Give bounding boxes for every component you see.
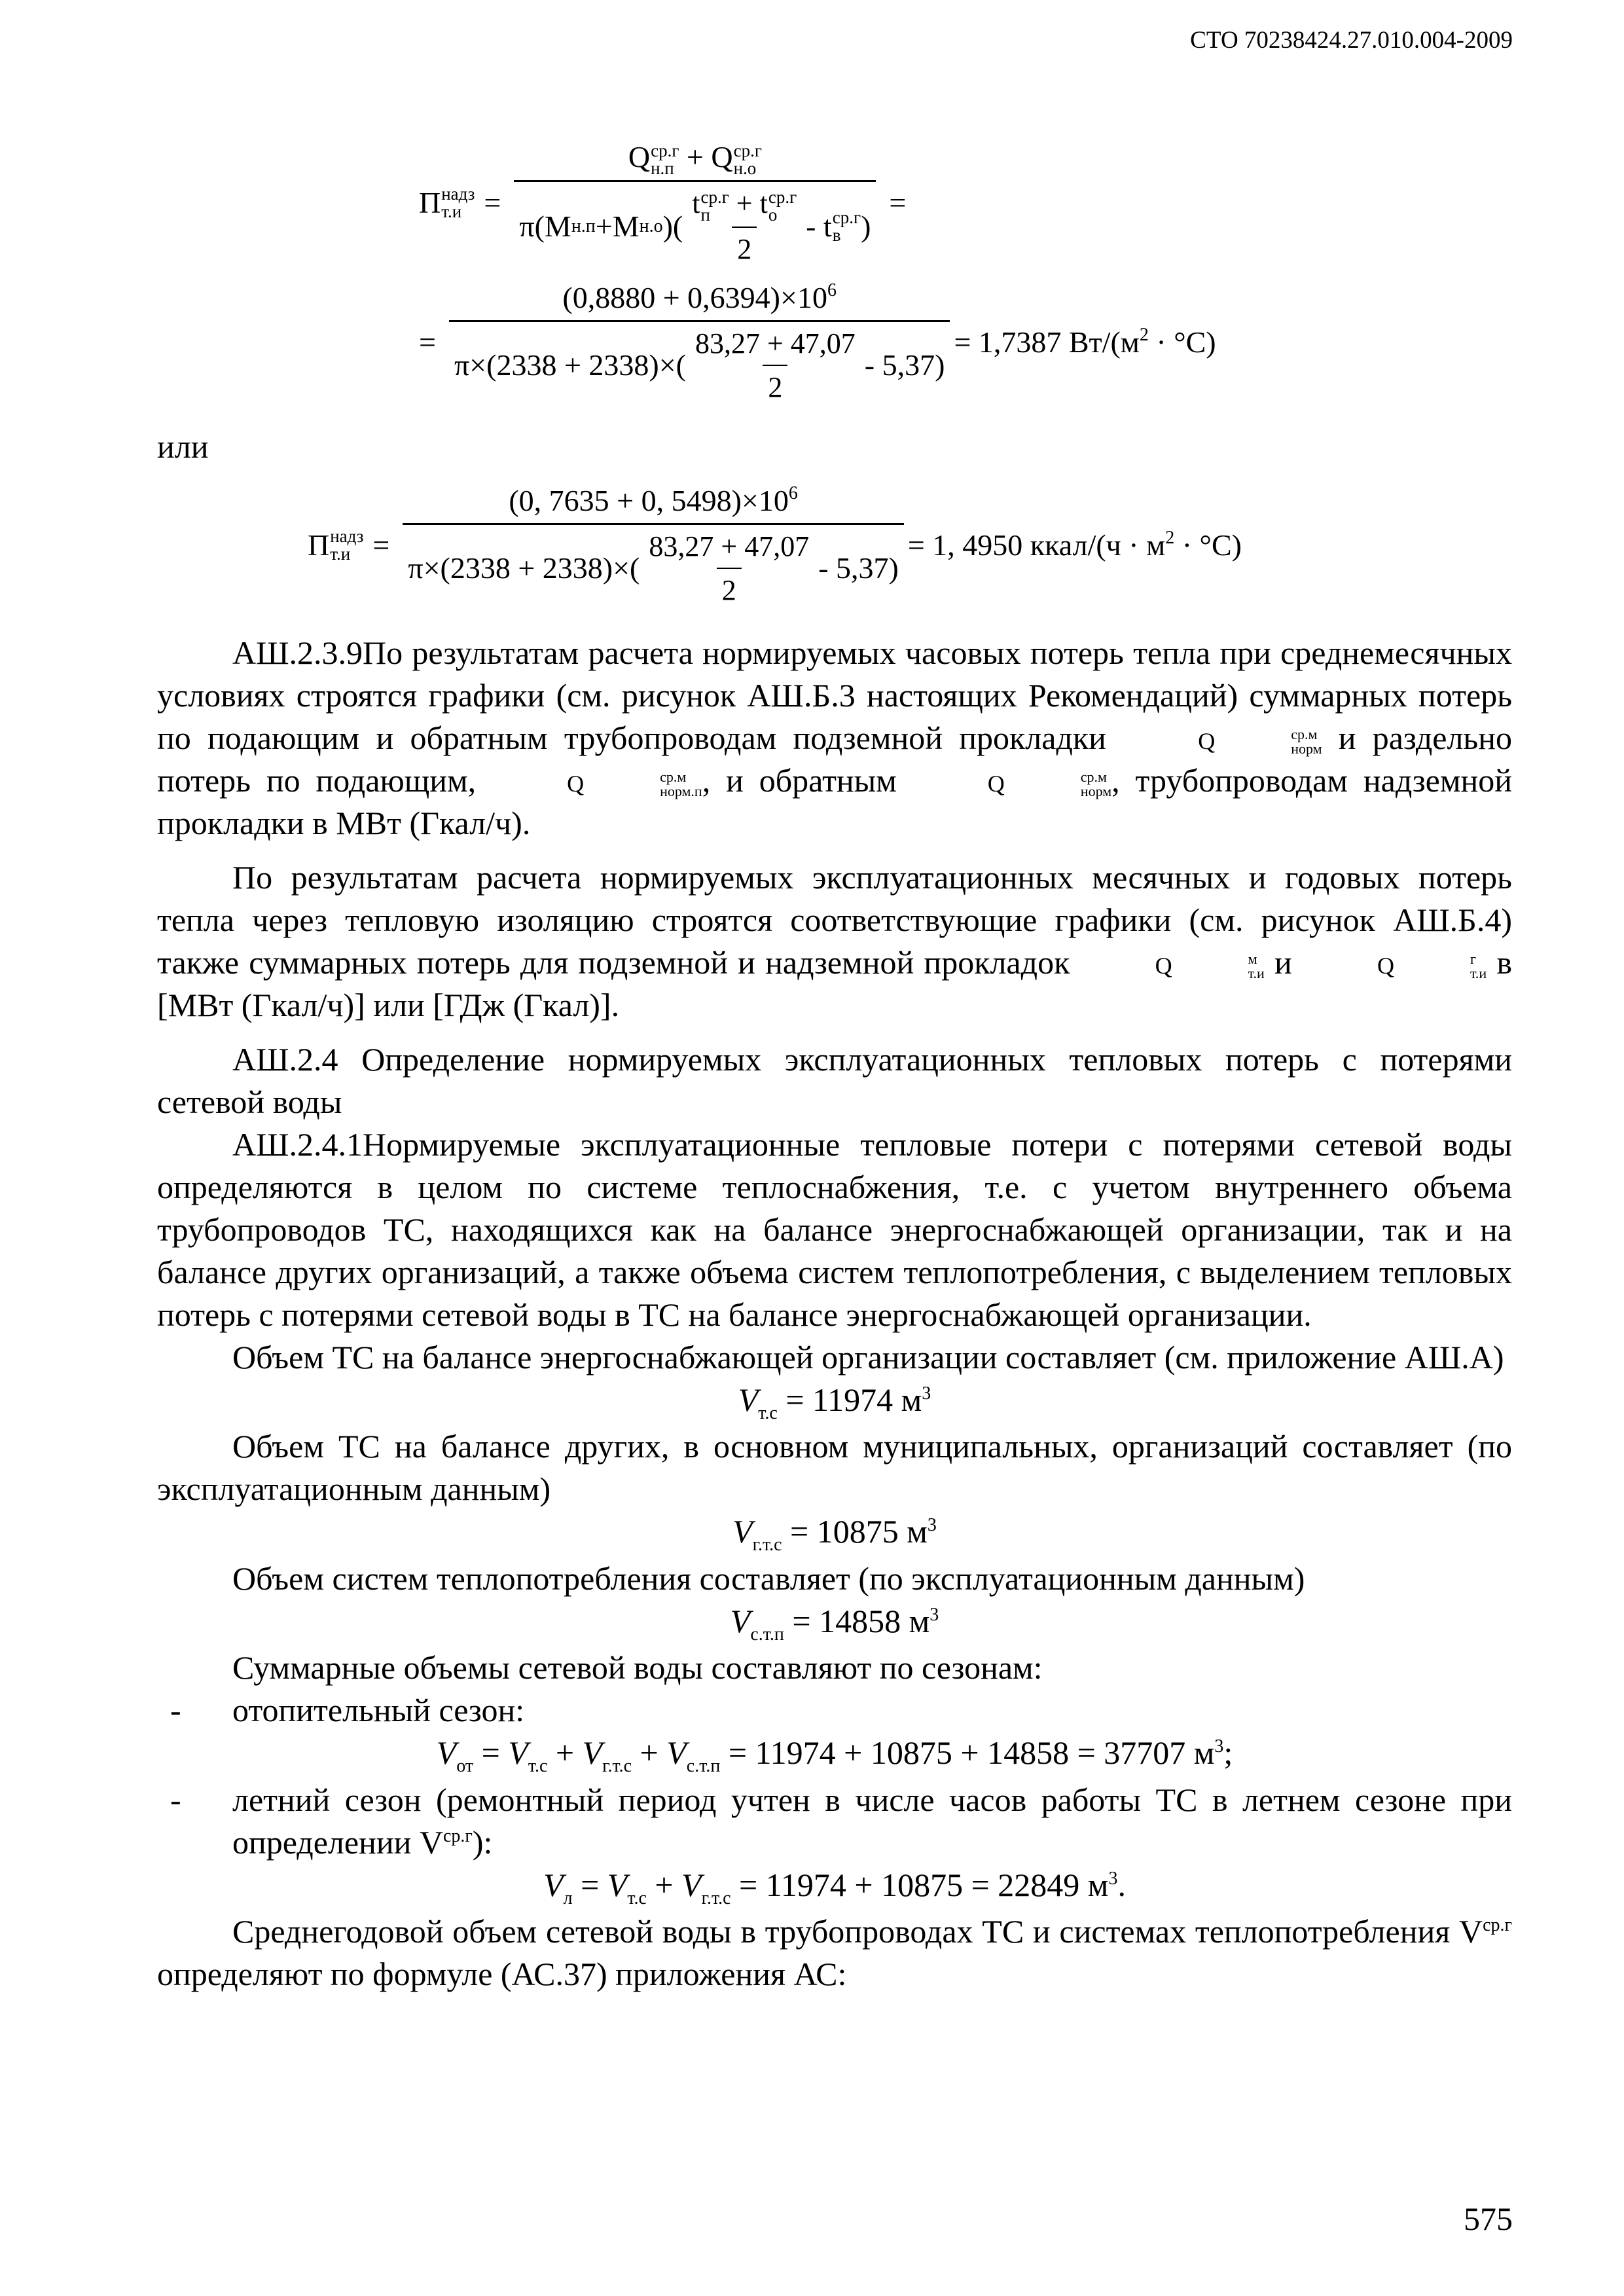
formula-line-2: = $(0,8880 + 0,6394)\times 10^6$ π×(2338 + 2338)×( $\frac{83,27 + 47,07}{2}$ - 5,37) = 1,7387 $Вт/(м^2 \cdot ^\circ С)$	[419, 278, 1216, 406]
paragraph-average-volume: Среднегодовой объем сетевой воды в трубопроводах ТС и системах теплопотребления $V^{ср.г}$ определяют по формуле (АС.37) приложения АС:	[157, 1912, 1512, 1992]
formula-line-1: П надз т.и = Q ср.г н.п + Q ср.г н.о π(M н.п +M н.о )( t ср.г п + t ср.г о 2 - t ср.г в ) =	[419, 137, 915, 268]
formula-heat-loss-kcal: П надз т.и = (0, 7635 + 0, $5498)\times 10^6$ π×(2338 + 2338)×( $\frac{83,27 + 47,07}{2}$ - 5,37) = 1, 4950 ккал/(ч · $м^2 \cdot ^\circ С$)	[157, 481, 1512, 632]
equation-vstp: $V_{с.т.п} = 14858$ $м^3$	[730, 1602, 939, 1645]
section-heading-ash-2-4: АШ.2.4 Определение нормируемых эксплуатационных тепловых потерь с потерями сетевой воды	[157, 1041, 1512, 1120]
list-item-heating-season: - отопительный сезон:	[170, 1692, 525, 1729]
paragraph-ash-2-3-9: АШ.2.3.9По результатам расчета нормируемых часовых потерь тепла при среднемесячных условиях строятся графики (см. рисунок АШ.Б.3 настоящих Рекомендаций) суммарных потерь по подающим и обратным трубопроводам подземной прокладки Q ср.м норм и раздельно потерь по подающим, Q ср.м норм.п , и обратным Q ср.м норм , трубопроводам надземной прокладки в МВт (Гкал/ч).	[157, 634, 1512, 841]
formula-heat-loss-w	[157, 137, 1512, 419]
paragraph-vgtc-intro: Объем ТС на балансе других, в основном муниципальных, организаций составляет (по эксплуатационным данным)	[157, 1428, 1512, 1508]
page-number: 575	[1464, 2200, 1513, 2237]
equation-vtc: $V_{т.с} = 11974$ $м^3$	[738, 1381, 931, 1423]
paragraph-vtc-intro: Объем ТС на балансе энергоснабжающей организации составляет (см. приложение АШ.А)	[232, 1339, 1504, 1376]
word-or: или	[157, 428, 209, 465]
equation-vl: $V_л = V_{т.с} + V_{г.т.с} = 11974 + 10875 = 22849$ $м^3$.	[543, 1866, 1126, 1908]
equation-vot: $V_{от} = V_{т.с} + V_{г.т.с} + V_{с.т.п} = 11974 + 10875 + 14858 = 37707$ $м^3$;	[436, 1734, 1233, 1777]
paragraph-ash-2-4-1: АШ.2.4.1Нормируемые эксплуатационные тепловые потери с потерями сетевой воды определяются в целом по системе теплоснабжения, т.е. с учетом внутреннего объема трубопроводов ТС, находящихся как на балансе энергоснабжающей организации, так и на балансе других организаций, а также объема систем теплопотребления, с выделением тепловых потерь с потерями сетевой воды в ТС на балансе энергоснабжающей организации.	[157, 1126, 1512, 1333]
equation-vgtc: $V_{г.т.с} = 10875$ $м^3$	[732, 1513, 937, 1556]
list-item-summer-season: - летний сезон (ремонтный период учтен в числе часов работы ТС в летнем сезоне при определении $V^{ср.г}$):	[170, 1781, 1512, 1861]
paragraph-graphs: По результатам расчета нормируемых эксплуатационных месячных и годовых потерь тепла через тепловую изоляцию строятся соответствующие графики (см. рисунок АШ.Б.4) также суммарных потерь для подземной и надземной прокладок Q м т.и и Q г т.и в [МВт (Гкал/ч)] или [ГДж (Гкал)].	[157, 859, 1512, 1023]
paragraph-vstp-intro: Объем систем теплопотребления составляет (по эксплуатационным данным)	[232, 1559, 1305, 1597]
page-content	[157, 137, 1512, 1995]
paragraph-seasons: Суммарные объемы сетевой воды составляют по сезонам:	[232, 1649, 1043, 1686]
document-code-header: СТО 70238424.27.010.004-2009	[1190, 27, 1513, 54]
formula-fraction: Q ср.г н.п + Q ср.г н.о π(M н.п +M н.о )( t ср.г п + t ср.г о 2 - t ср.г в )	[514, 137, 876, 268]
